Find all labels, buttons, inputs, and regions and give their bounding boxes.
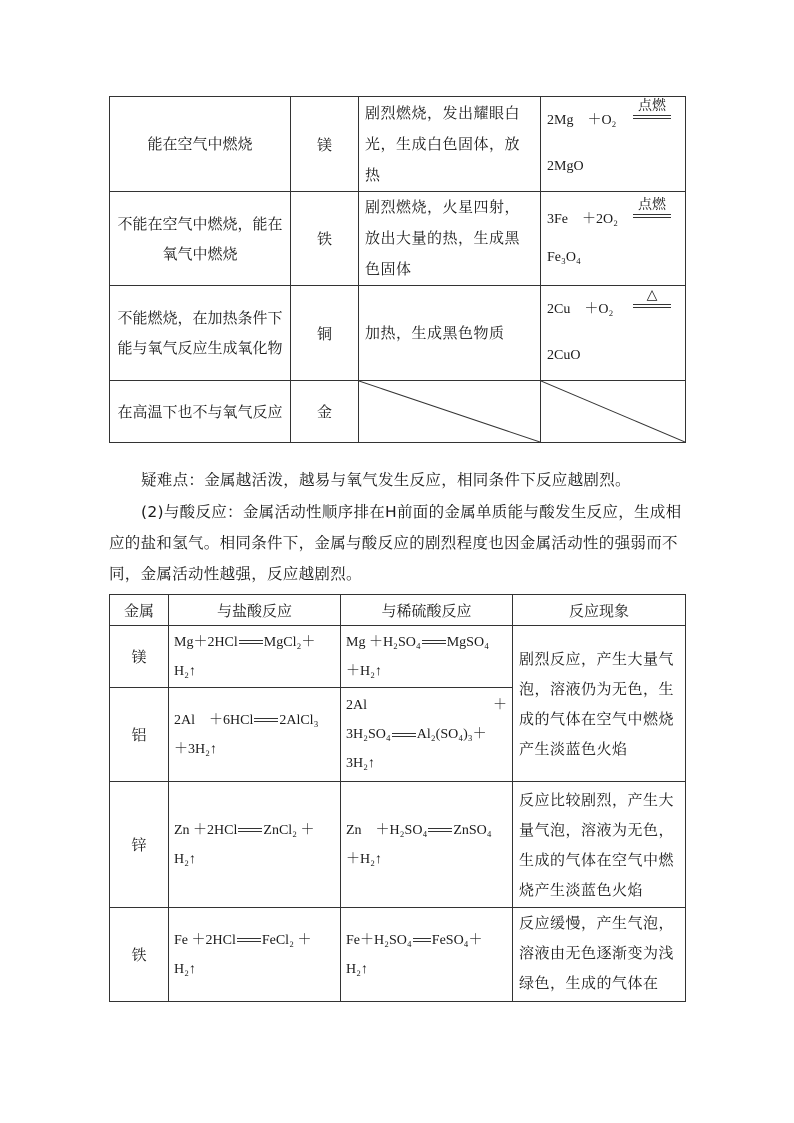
phenomenon-cell: 剧烈燃烧，火星四射，放出大量的热，生成黑色固体 (359, 192, 541, 286)
column-header: 与盐酸反应 (169, 595, 341, 626)
condition-label: 点燃 (638, 197, 666, 213)
oxygen-reaction-table (109, 96, 686, 443)
difficulty-note: 疑难点：金属越活泼，越易与氧气发生反应，相同条件下反应越剧烈。 (141, 471, 631, 489)
equation-products: 2MgO (547, 159, 584, 174)
plus-sign: ＋ (493, 698, 507, 713)
equation-reactants: 2Cu ＋O₂ (547, 302, 614, 317)
double-bar (254, 718, 278, 722)
double-bar (238, 828, 262, 832)
double-bar (237, 938, 261, 942)
condition-cell: 不能在空气中燃烧，能在氧气中燃烧 (110, 192, 291, 286)
heat-triangle-icon: △ (646, 288, 658, 303)
h2so4-equation-cell (341, 688, 513, 782)
condition-cell: 能在空气中燃烧 (110, 97, 291, 192)
metal-cell: 铝 (110, 688, 169, 782)
table-row (110, 286, 686, 381)
condition-cell: 在高温下也不与氧气反应 (110, 381, 291, 443)
phenomenon-cell: 加热，生成黑色物质 (359, 286, 541, 381)
equation-products: MgSO₄ (446, 634, 489, 650)
equation-products: MgCl₂＋ (263, 634, 316, 650)
empty-diagonal-cell (359, 381, 541, 443)
equation-reactants: 2Mg ＋O₂ (547, 113, 617, 128)
equation-gas: ＋H₂↑ (346, 851, 382, 867)
equation-cell (541, 97, 686, 192)
equation-reactants: Fe＋H₂SO₄ (346, 932, 412, 948)
phenomenon-cell: 剧烈反应，产生大量气泡，溶液仍为无色，生成的气体在空气中燃烧产生淡蓝色火焰 (513, 626, 686, 782)
empty-diagonal-cell (541, 381, 686, 443)
metal-cell: 锌 (110, 782, 169, 908)
equation-products: Al₂(SO₄)₃＋ (416, 727, 487, 742)
reaction-condition (633, 100, 671, 119)
metal-cell: 镁 (291, 97, 359, 192)
hcl-equation-cell (169, 688, 341, 782)
equation-reactants: 3Fe ＋2O₂ (547, 211, 618, 227)
equation-reactants: Fe ＋2HCl (174, 932, 236, 948)
column-header: 与稀硫酸反应 (341, 595, 513, 626)
equation-gas: H₂↑ (174, 663, 196, 679)
double-bar (633, 115, 671, 119)
double-bar (239, 640, 263, 644)
acid-reaction-paragraph: (2)与酸反应：金属活动性顺序排在H前面的金属单质能与酸发生反应，生成相应的盐和氢气。相同条件下，金属与酸反应的剧烈程度也因金属活动性的强弱而不同，金属活动性越强，反应越剧烈。 (109, 503, 682, 583)
equation-products: FeCl₂ ＋ (261, 932, 312, 948)
table-row (110, 381, 686, 443)
hcl-equation-cell (169, 908, 341, 1002)
condition-cell: 不能燃烧，在加热条件下能与氧气反应生成氧化物 (110, 286, 291, 381)
equation-reactants: Zn ＋H₂SO₄ (346, 822, 428, 838)
phenomenon-cell: 剧烈燃烧，发出耀眼白光，生成白色固体，放热 (359, 97, 541, 192)
equation-reactants: Mg ＋H₂SO₄ (346, 634, 421, 650)
equation-products: ZnSO₄ (453, 822, 492, 838)
h2so4-equation-cell (341, 626, 513, 688)
h2so4-equation-cell (341, 908, 513, 1002)
phenomenon-cell: 反应缓慢，产生气泡，溶液由无色逐渐变为浅绿色，生成的气体在 (513, 908, 686, 1002)
table-row (110, 782, 686, 908)
equation-products: ZnCl₂ ＋ (263, 822, 315, 838)
double-bar (392, 733, 416, 737)
hcl-equation-cell (169, 782, 341, 908)
metal-cell: 铁 (291, 192, 359, 286)
table-row (110, 97, 686, 192)
phenomenon-cell: 反应比较剧烈，产生大量气泡，溶液为无色，生成的气体在空气中燃烧产生淡蓝色火焰 (513, 782, 686, 908)
table-row (110, 908, 686, 1002)
double-bar (633, 304, 671, 308)
double-bar (428, 828, 452, 832)
table-row (110, 192, 686, 286)
diagonal-line (359, 381, 540, 442)
equation-reactants: Zn ＋2HCl (174, 822, 238, 838)
table-row (110, 626, 686, 688)
double-bar (422, 640, 446, 644)
equation-products: 2CuO (547, 348, 581, 363)
equation-reactants: 2Al ＋6HCl (174, 712, 254, 728)
reaction-condition (633, 199, 671, 218)
equation-cell (541, 286, 686, 381)
reaction-condition (633, 289, 671, 308)
equation-reactants: Mg＋2HCl (174, 634, 238, 650)
metal-cell: 镁 (110, 626, 169, 688)
equation-gas: H₂↑ (174, 961, 196, 977)
diagonal-line (541, 381, 685, 442)
equation-products: FeSO₄＋ (431, 932, 483, 948)
table-header-row (110, 595, 686, 626)
condition-label: 点燃 (638, 99, 666, 114)
equation-gas: ＋H₂↑ (346, 663, 382, 679)
double-bar (633, 214, 671, 218)
metal-cell: 金 (291, 381, 359, 443)
equation-gas: ＋3H₂↑ (174, 741, 217, 757)
h2so4-equation-cell (341, 782, 513, 908)
equation-products: Fe₃O₄ (547, 249, 581, 265)
double-bar (413, 938, 431, 942)
acid-reaction-table (109, 594, 686, 1002)
column-header: 反应现象 (513, 595, 686, 626)
equation-products: 2AlCl₃ (279, 712, 319, 728)
equation-gas: 3H₂↑ (346, 756, 375, 771)
equation-reactants: 3H₂SO₄ (346, 727, 391, 742)
equation-gas: H₂↑ (346, 961, 368, 977)
metal-cell: 铁 (110, 908, 169, 1002)
metal-cell: 铜 (291, 286, 359, 381)
equation-reactants: 2Al (346, 698, 367, 713)
equation-cell (541, 192, 686, 286)
equation-gas: H₂↑ (174, 851, 196, 867)
hcl-equation-cell (169, 626, 341, 688)
column-header: 金属 (110, 595, 169, 626)
